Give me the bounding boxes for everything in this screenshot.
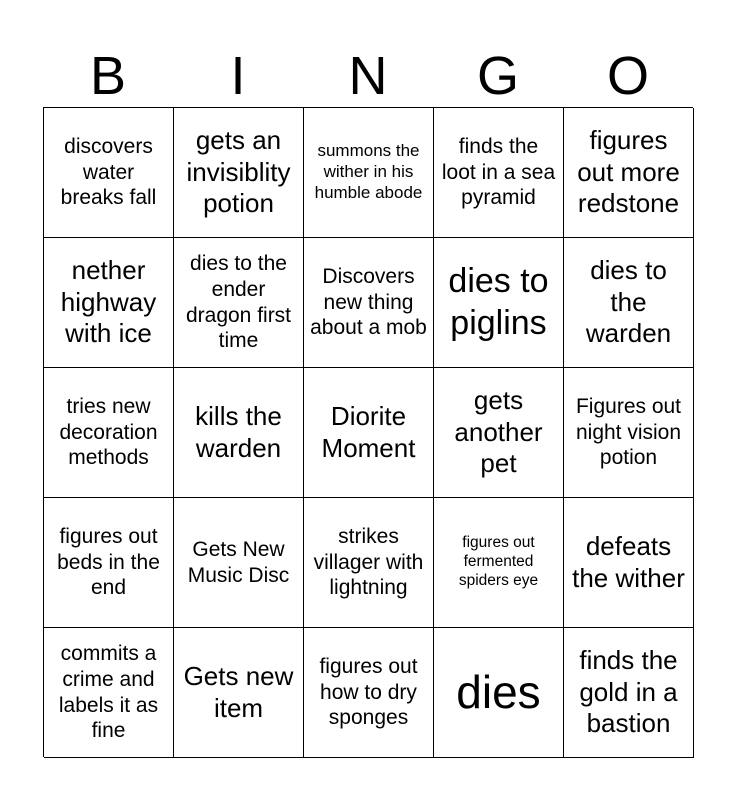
bingo-cell[interactable]: Discovers new thing about a mob [304, 238, 434, 368]
bingo-cell[interactable]: kills the warden [174, 368, 304, 498]
bingo-cell[interactable]: nether highway with ice [44, 238, 174, 368]
header-letter-o: O [606, 46, 649, 106]
bingo-cell[interactable]: dies to the warden [564, 238, 694, 368]
bingo-cell[interactable]: dies to piglins [434, 238, 564, 368]
header-letter-b: B [89, 46, 127, 106]
bingo-cell[interactable]: Gets New Music Disc [174, 498, 304, 628]
bingo-cell[interactable]: finds the loot in a sea pyramid [434, 108, 564, 238]
bingo-cell[interactable]: dies to the ender dragon first time [174, 238, 304, 368]
bingo-cell[interactable]: Figures out night vision potion [564, 368, 694, 498]
bingo-cell[interactable]: gets another pet [434, 368, 564, 498]
bingo-cell[interactable]: defeats the wither [564, 498, 694, 628]
bingo-cell[interactable]: finds the gold in a bastion [564, 628, 694, 758]
bingo-cell[interactable]: Diorite Moment [304, 368, 434, 498]
bingo-cell[interactable]: commits a crime and labels it as fine [44, 628, 174, 758]
bingo-board [43, 107, 693, 757]
bingo-cell[interactable]: discovers water breaks fall [44, 108, 174, 238]
bingo-cell[interactable]: dies [434, 628, 564, 758]
bingo-cell[interactable]: strikes villager with lightning [304, 498, 434, 628]
bingo-header [43, 46, 693, 106]
bingo-cell[interactable]: figures out how to dry sponges [304, 628, 434, 758]
header-letter-i: I [230, 46, 246, 106]
bingo-cell[interactable]: figures out more redstone [564, 108, 694, 238]
bingo-cell[interactable]: Gets new item [174, 628, 304, 758]
bingo-cell[interactable]: gets an invisiblity potion [174, 108, 304, 238]
header-letter-n: N [348, 46, 388, 106]
bingo-cell[interactable]: figures out fermented spiders eye [434, 498, 564, 628]
header-letter-g: G [476, 46, 519, 106]
bingo-cell[interactable]: summons the wither in his humble abode [304, 108, 434, 238]
bingo-cell[interactable]: figures out beds in the end [44, 498, 174, 628]
bingo-cell[interactable]: tries new decoration methods [44, 368, 174, 498]
